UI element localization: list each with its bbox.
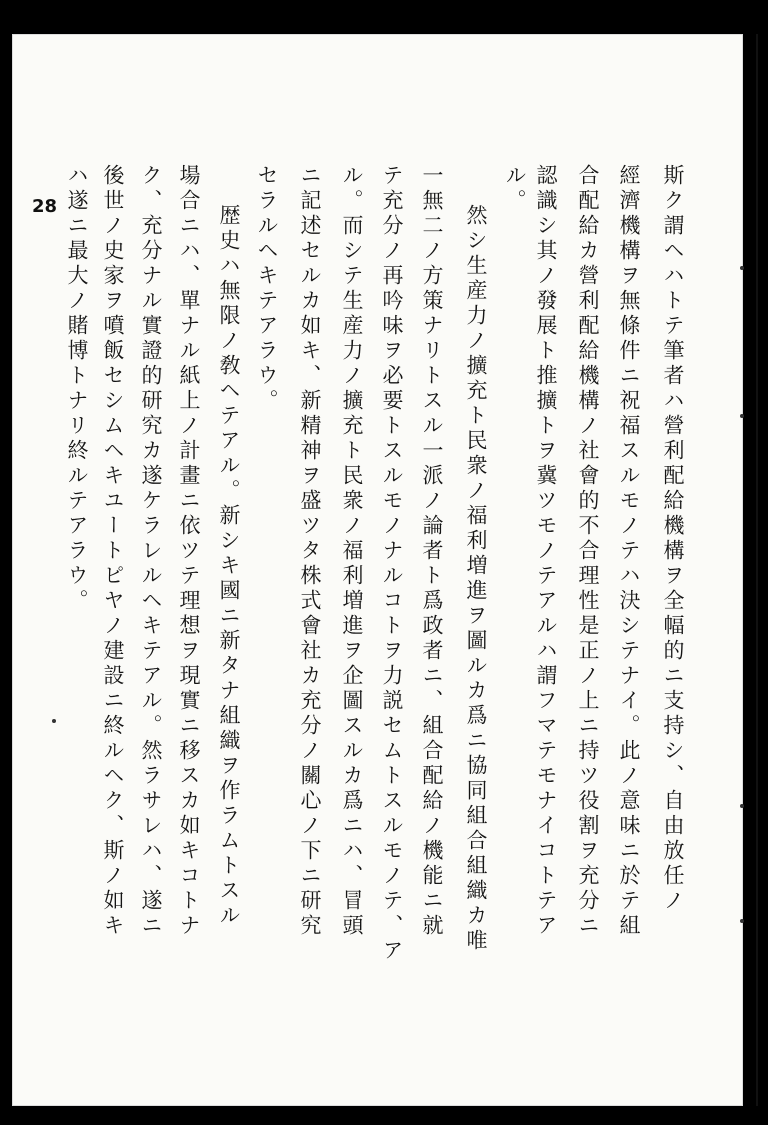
text-column: 一無二ノ方策ナリトスル一派ノ論者ト爲政者ニ、組合配給ノ機能ニ就 xyxy=(420,164,444,939)
text-column: 斯ク謂ヘハトテ筆者ハ營利配給機構ヲ全幅的ニ支持シ、自由放任ノ xyxy=(661,164,685,914)
document-page xyxy=(12,34,743,1106)
page-number: 28 xyxy=(32,196,58,217)
text-column: ル。而シテ生産力ノ擴充ト民衆ノ福利増進ヲ企圖スルカ爲ニハ、冒頭 xyxy=(340,164,364,939)
text-column: セラルヘキテアラウ。 xyxy=(255,164,279,414)
text-column: ニ記述セルカ如キ、新精神ヲ盛ツタ株式會社カ充分ノ關心ノ下ニ研究 xyxy=(298,164,322,939)
text-column: 經濟機構ヲ無條件ニ祝福スルモノテハ決シテナイ。此ノ意味ニ於テ組 xyxy=(617,164,641,939)
text-column: 歴史ハ無限ノ敎ヘテアル。新シキ國ニ新タナ組織ヲ作ラムトスル xyxy=(217,204,241,929)
text-column: テ充分ノ再吟味ヲ必要トスルモノナルコトヲ力説セムトスルモノテ、ア xyxy=(380,164,404,964)
scan-edge-rule xyxy=(756,34,758,1106)
print-speck xyxy=(740,804,744,808)
print-speck xyxy=(52,719,56,723)
print-speck xyxy=(740,414,744,418)
print-speck xyxy=(740,266,744,270)
text-column: 場合ニハ、單ナル紙上ノ計畫ニ依ツテ理想ヲ現實ニ移スカ如キコトナ xyxy=(177,164,201,939)
print-speck xyxy=(740,919,744,923)
text-column: 然シ生産力ノ擴充ト民衆ノ福利増進ヲ圖ルカ爲ニ協同組合組織カ唯 xyxy=(464,204,488,954)
text-column: ハ遂ニ最大ノ賭博トナリ終ルテアラウ。 xyxy=(65,164,89,614)
text-column: 後世ノ史家ヲ噴飯セシムヘキユートピヤノ建設ニ終ルヘク、斯ノ如キ xyxy=(101,164,125,939)
text-column: ル。 xyxy=(503,164,527,214)
text-column: ク、充分ナル實證的研究カ遂ケラレルヘキテアル。然ラサレハ、遂ニ xyxy=(139,164,163,939)
text-column: 合配給カ營利配給機構ノ社會的不合理性是正ノ上ニ持ツ役割ヲ充分ニ xyxy=(576,164,600,939)
text-column: 認識シ其ノ發展ト推擴トヲ冀ツモノテアルハ謂フマテモナイコトテア xyxy=(534,164,558,939)
